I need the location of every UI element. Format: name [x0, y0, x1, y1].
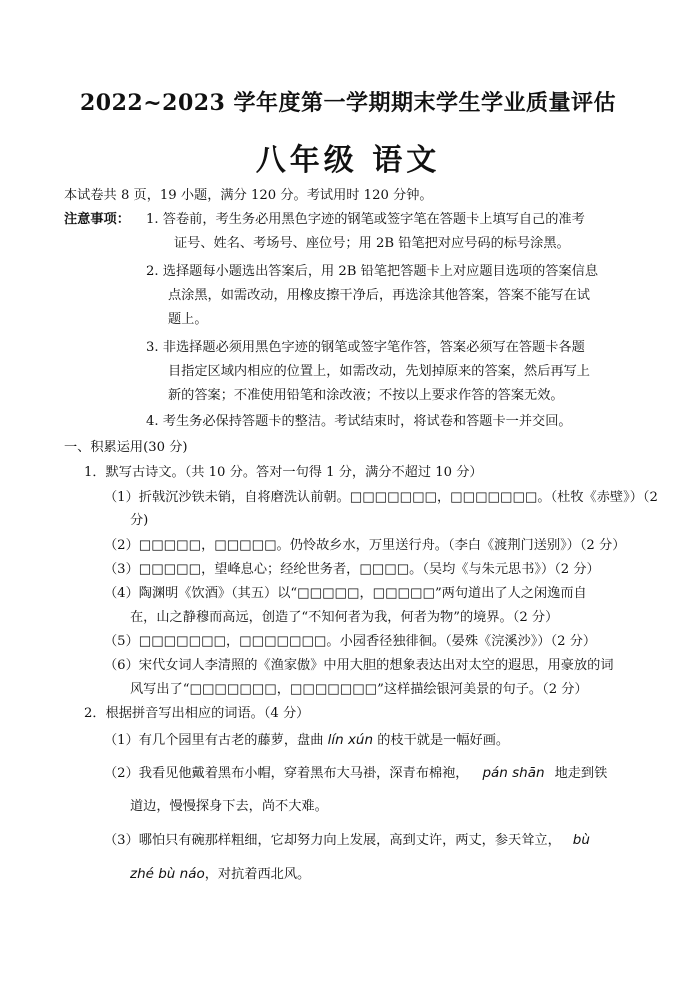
question-1-item-4-line-1: （4）陶渊明《饮酒》（其五）以“□□□□□，□□□□□”两句道出了人之闲逸而自: [104, 586, 587, 601]
notice-item-2-line-2: 点涂黑，如需改动，用橡皮擦干净后，再选涂其他答案，答案不能写在试: [168, 288, 590, 303]
question-1-item-4-line-2: 在，山之静穆而高远，创造了“不知何者为我，何者为物”的境界。（2 分）: [130, 610, 559, 625]
notice-label: 注意事项：: [64, 212, 130, 227]
q2-item-1-text-before: （1）有几个园里有古老的藤萝，盘曲: [104, 733, 328, 748]
exam-title: 2022~2023 学年度第一学期期末学生学业质量评估: [79, 90, 617, 116]
question-2-item-2-line-2: 道边，慢慢探身下去，尚不大难。: [130, 799, 328, 814]
question-2-item-3-line-2: [130, 864, 310, 885]
notice-item-1-line-1: 1. 答卷前，考生务必用黑色字迹的钢笔或签字笔在答题卡上填写自己的准考: [146, 212, 585, 227]
notice-item-3-line-2: 目指定区域内相应的位置上，如需改动，先划掉原来的答案，然后再写上: [168, 364, 590, 379]
q2-item-3-pinyin-start: bù: [572, 832, 590, 848]
q2-item-1-pinyin: lín xún: [327, 732, 374, 748]
question-1-item-1-line-1: （1）折戟沉沙铁未销，自将磨洗认前朝。□□□□□□□，□□□□□□□。（杜牧《赤壁》）（2: [104, 490, 658, 505]
notice-item-3-line-1: 3. 非选择题必须用黑色字迹的钢笔或签字笔作答，答案必须写在答题卡各题: [146, 340, 585, 355]
q2-item-1-text-after: 的枝干就是一幅好画。: [373, 733, 510, 748]
exam-subtitle: 八年级 语文: [255, 143, 441, 178]
q2-item-2-pinyin: pán shān: [482, 765, 545, 781]
q2-item-2-text-after: 地走到铁: [554, 766, 608, 781]
question-2-item-3-line-1: [104, 830, 590, 851]
notice-item-2-line-1: 2. 选择题每小题选出答案后，用 2B 铅笔把答题卡上对应题目选项的答案信息: [146, 264, 599, 279]
notice-item-1-line-2: 证号、姓名、考场号、座位号；用 2B 铅笔把对应号码的标号涂黑。: [174, 236, 570, 251]
q2-item-3-pinyin-rest: zhé bù náo: [130, 866, 205, 882]
notice-item-4-line-1: 4. 考生务必保持答题卡的整洁。考试结束时，将试卷和答题卡一并交回。: [146, 414, 572, 429]
section-heading: 一、积累运用(30 分): [64, 440, 188, 455]
exam-intro: 本试卷共 8 页，19 小题，满分 120 分。考试用时 120 分钟。: [64, 188, 433, 203]
question-1-stem: 1．默写古诗文。（共 10 分。答对一句得 1 分，满分不超过 10 分）: [84, 465, 483, 480]
q2-item-3-text-before: （3）哪怕只有碗那样粗细，它却努力向上发展，高到丈许，两丈，参天耸立，: [104, 833, 561, 848]
notice-item-3-line-3: 新的答案；不准使用铅笔和涂改液；不按以上要求作答的答案无效。: [168, 388, 564, 403]
question-1-item-1-line-2: 分): [130, 513, 149, 528]
question-2-item-1: [104, 730, 509, 751]
question-1-item-2: （2）□□□□□，□□□□□。仍怜故乡水，万里送行舟。（李白《渡荆门送别》）（2 分）: [104, 538, 626, 553]
q2-item-2-text-before: （2）我看见他戴着黑布小帽，穿着黑布大马褂，深青布棉袍，: [104, 766, 469, 781]
q2-item-3-text-after: ，对抗着西北风。: [204, 867, 311, 882]
question-2-stem: 2．根据拼音写出相应的词语。（4 分）: [84, 706, 310, 721]
notice-item-2-line-3: 题上。: [168, 312, 208, 327]
question-1-item-3: （3）□□□□□，望峰息心；经纶世务者，□□□□。（吴均《与朱元思书》）（2 分）: [104, 562, 600, 577]
question-2-item-2-line-1: [104, 763, 607, 784]
question-1-item-6-line-1: （6）宋代女词人李清照的《渔家傲》中用大胆的想象表达出对太空的遐思，用豪放的词: [104, 658, 614, 673]
question-1-item-5: （5）□□□□□□□，□□□□□□□。小园香径独徘徊。（晏殊《浣溪沙》）（2 分）: [104, 634, 597, 649]
question-1-item-6-line-2: 风写出了“□□□□□□□，□□□□□□□”这样描绘银河美景的句子。（2 分）: [130, 682, 588, 697]
